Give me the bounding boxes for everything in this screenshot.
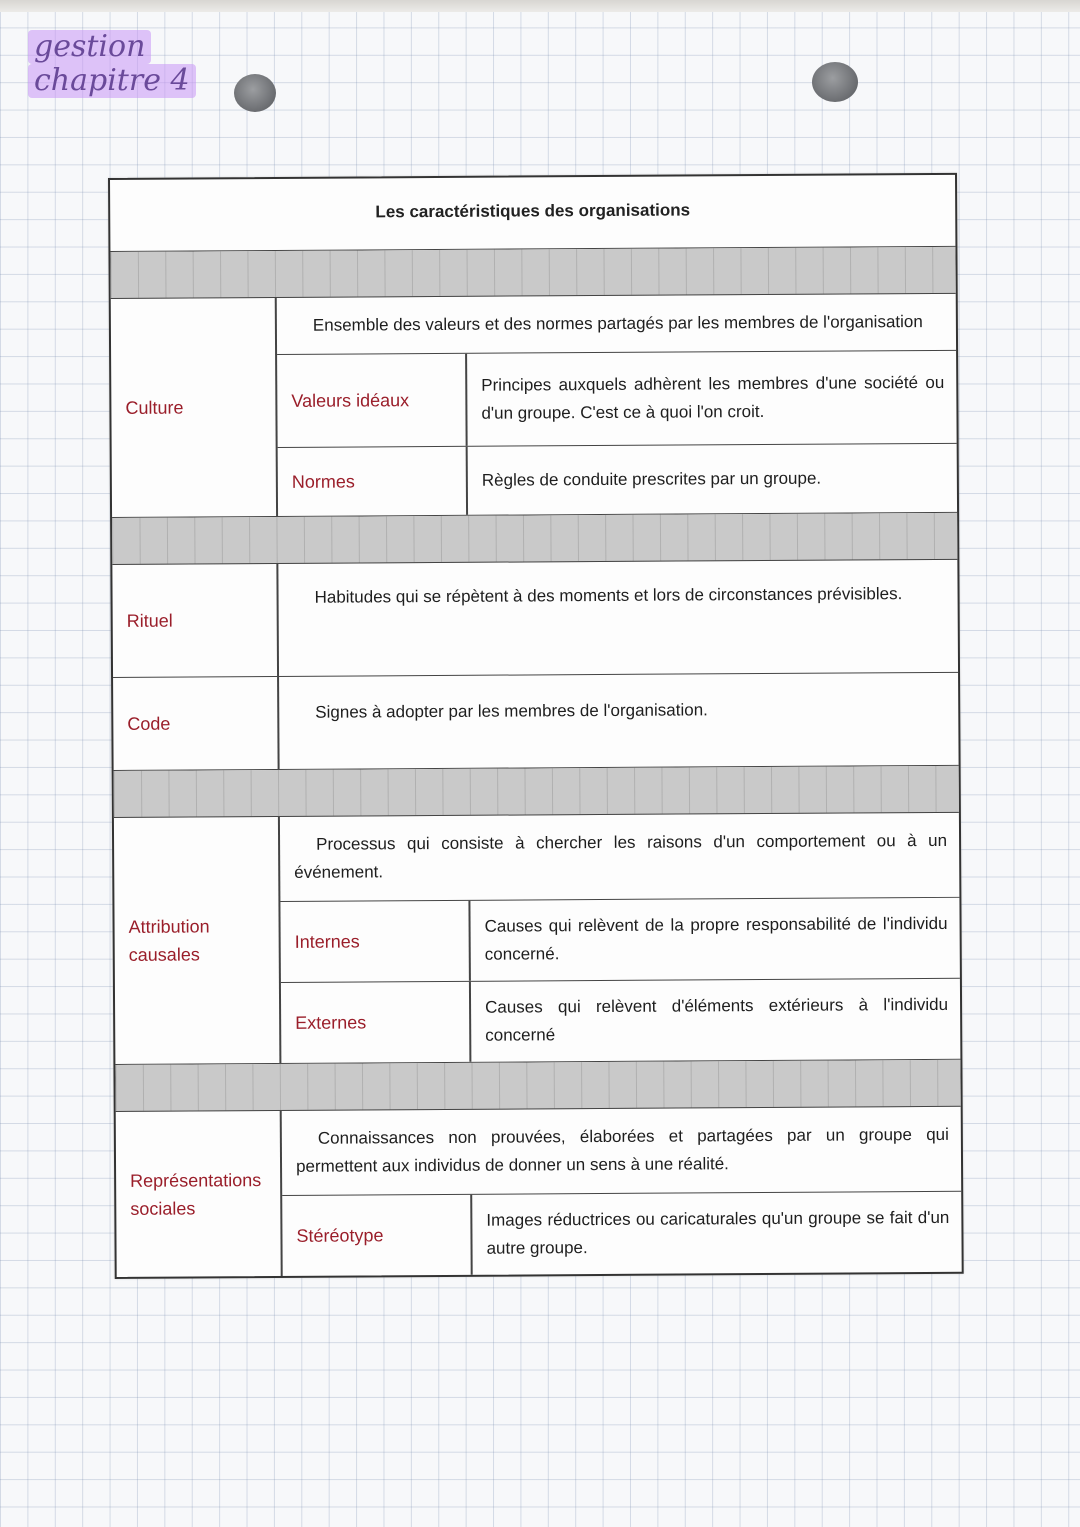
subdefinition-normes: Règles de conduite prescrites par un groupe.	[481, 468, 822, 490]
term-rituel: Rituel	[112, 564, 279, 677]
page-torn-edge	[0, 0, 1080, 12]
section-content	[278, 560, 958, 676]
subterm-externes: Externes	[281, 982, 471, 1063]
handwritten-chapter: chapitre 4	[28, 64, 196, 98]
term-culture: Culture	[111, 298, 278, 517]
section-content	[279, 673, 959, 769]
term-attribution: Attribution causales	[114, 817, 281, 1064]
subrow-normes	[278, 444, 957, 516]
definition-culture: Ensemble des valeurs et des normes partagés par les membres de l'organisation	[277, 294, 956, 355]
section-code	[113, 673, 959, 771]
section-divider	[112, 513, 957, 565]
definition-attribution: Processus qui consiste à chercher les raisons d'un comportement ou à un événement.	[280, 813, 960, 902]
subdefinition-internes: Causes qui relèvent de la propre responsabilité de l'individu concerné.	[484, 913, 948, 964]
subrow-valeurs	[277, 351, 957, 448]
subterm-valeurs: Valeurs idéaux	[277, 354, 468, 447]
section-rituel	[112, 560, 958, 678]
subdefinition-stereotype: Images réductrices ou caricaturales qu'un groupe se fait d'un autre groupe.	[486, 1207, 950, 1258]
subrow-internes	[280, 898, 959, 983]
printed-sheet	[108, 173, 964, 1279]
definition-code: Signes à adopter par les membres de l'organisation.	[315, 700, 708, 722]
definition-rituel: Habitudes qui se répètent à des moments et lors de circonstances prévisibles.	[314, 584, 903, 607]
section-representations	[116, 1107, 962, 1277]
subterm-normes: Normes	[278, 447, 468, 516]
section-culture	[111, 294, 957, 518]
punch-hole-right	[812, 62, 858, 102]
subdefinition-externes: Causes qui relèvent d'éléments extérieurs à l'individu concerné	[485, 994, 949, 1045]
definition-representations: Connaissances non prouvées, élaborées et partagées par un groupe qui permettent aux individus de donner un sens à une réalité.	[282, 1107, 962, 1196]
section-divider	[115, 1060, 960, 1112]
handwritten-header	[28, 30, 196, 98]
section-divider	[114, 766, 959, 818]
term-representations: Représentations sociales	[116, 1111, 283, 1277]
subterm-internes: Internes	[280, 901, 470, 982]
section-content	[282, 1107, 962, 1276]
handwritten-subject: gestion	[28, 30, 151, 64]
section-content	[280, 813, 960, 1063]
section-divider	[110, 247, 955, 299]
subterm-stereotype: Stéréotype	[282, 1195, 472, 1276]
term-code: Code	[113, 677, 280, 770]
subdefinition-valeurs: Principes auxquels adhèrent les membres d'une société ou d'un groupe. C'est ce à quoi l'on croit.	[481, 372, 945, 423]
subrow-externes	[281, 979, 960, 1063]
section-content	[277, 294, 957, 516]
subrow-stereotype	[282, 1192, 961, 1276]
section-attribution	[114, 813, 960, 1065]
punch-hole-left	[234, 74, 276, 112]
document-title: Les caractéristiques des organisations	[110, 175, 955, 252]
